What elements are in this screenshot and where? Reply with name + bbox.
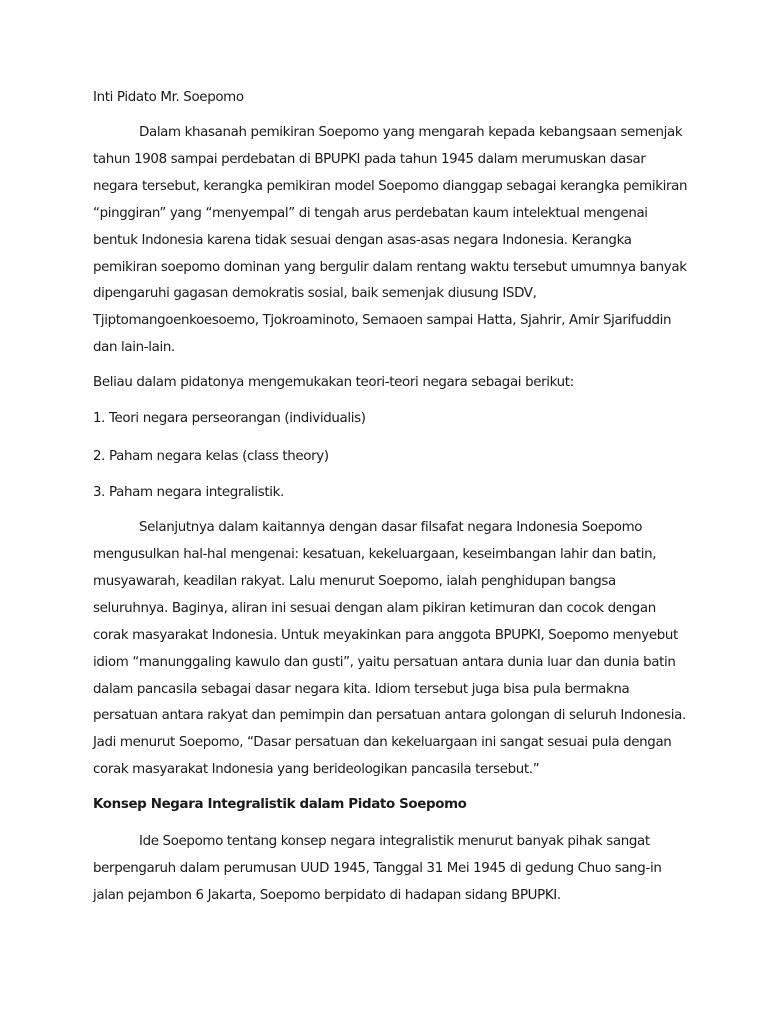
section-heading: Konsep Negara Integralistik dalam Pidato Soepomo bbox=[93, 797, 467, 812]
paragraph-line: berpengaruh dalam perumusan UUD 1945, Tanggal 31 Mei 1945 di gedung Chuo sang-in bbox=[93, 861, 662, 876]
paragraph-line: Tjiptomangoenkoesoemo, Tjokroaminoto, Semaoen sampai Hatta, Sjahrir, Amir Sjarifuddin bbox=[93, 313, 672, 328]
paragraph-line: dalam pancasila sebagai dasar negara kita. Idiom tersebut juga bisa pula bermakna bbox=[93, 682, 630, 697]
list-item: 2. Paham negara kelas (class theory) bbox=[93, 449, 329, 464]
paragraph-line: bentuk Indonesia karena tidak sesuai dengan asas-asas negara Indonesia. Kerangka bbox=[93, 233, 632, 248]
list-item: 3. Paham negara integralistik. bbox=[93, 485, 284, 500]
paragraph-line: Jadi menurut Soepomo, “Dasar persatuan dan kekeluargaan ini sangat sesuai pula dengan bbox=[93, 735, 672, 750]
paragraph-line: Selanjutnya dalam kaitannya dengan dasar filsafat negara Indonesia Soepomo bbox=[139, 520, 643, 535]
paragraph-line: dan lain-lain. bbox=[93, 340, 175, 355]
paragraph-line: tahun 1908 sampai perdebatan di BPUPKI pada tahun 1945 dalam merumuskan dasar bbox=[93, 152, 646, 167]
paragraph-line: seluruhnya. Baginya, aliran ini sesuai dengan alam pikiran ketimuran dan cocok dengan bbox=[93, 601, 656, 616]
intro-line: Beliau dalam pidatonya mengemukakan teori-teori negara sebagai berikut: bbox=[93, 375, 574, 390]
paragraph-line: pemikiran soepomo dominan yang bergulir dalam rentang waktu tersebut umumnya banyak bbox=[93, 260, 687, 275]
paragraph-line: corak masyarakat Indonesia yang berideologikan pancasila tersebut.” bbox=[93, 762, 540, 777]
paragraph-line: mengusulkan hal-hal mengenai: kesatuan, kekeluargaan, keseimbangan lahir dan batin, bbox=[93, 547, 657, 562]
paragraph-line: corak masyarakat Indonesia. Untuk meyakinkan para anggota BPUPKI, Soepomo menyebut bbox=[93, 628, 678, 643]
paragraph-line: dipengaruhi gagasan demokratis sosial, baik semenjak diusung ISDV, bbox=[93, 286, 537, 301]
paragraph-line: Ide Soepomo tentang konsep negara integralistik menurut banyak pihak sangat bbox=[139, 834, 650, 849]
paragraph-line: jalan pejambon 6 Jakarta, Soepomo berpidato di hadapan sidang BPUPKI. bbox=[93, 888, 561, 903]
paragraph-line: “pinggiran” yang “menyempal” di tengah arus perdebatan kaum intelektual mengenai bbox=[93, 206, 648, 221]
document-title: Inti Pidato Mr. Soepomo bbox=[93, 90, 244, 105]
paragraph-line: persatuan antara rakyat dan pemimpin dan persatuan antara golongan di seluruh Indonesia. bbox=[93, 708, 686, 723]
list-item: 1. Teori negara perseorangan (individualis) bbox=[93, 411, 366, 426]
paragraph-line: Dalam khasanah pemikiran Soepomo yang mengarah kepada kebangsaan semenjak bbox=[139, 125, 683, 140]
paragraph-line: musyawarah, keadilan rakyat. Lalu menurut Soepomo, ialah penghidupan bangsa bbox=[93, 574, 616, 589]
paragraph-line: negara tersebut, kerangka pemikiran model Soepomo dianggap sebagai kerangka pemikiran bbox=[93, 179, 688, 194]
paragraph-line: idiom “manunggaling kawulo dan gusti”, yaitu persatuan antara dunia luar dan dunia batin bbox=[93, 655, 676, 670]
